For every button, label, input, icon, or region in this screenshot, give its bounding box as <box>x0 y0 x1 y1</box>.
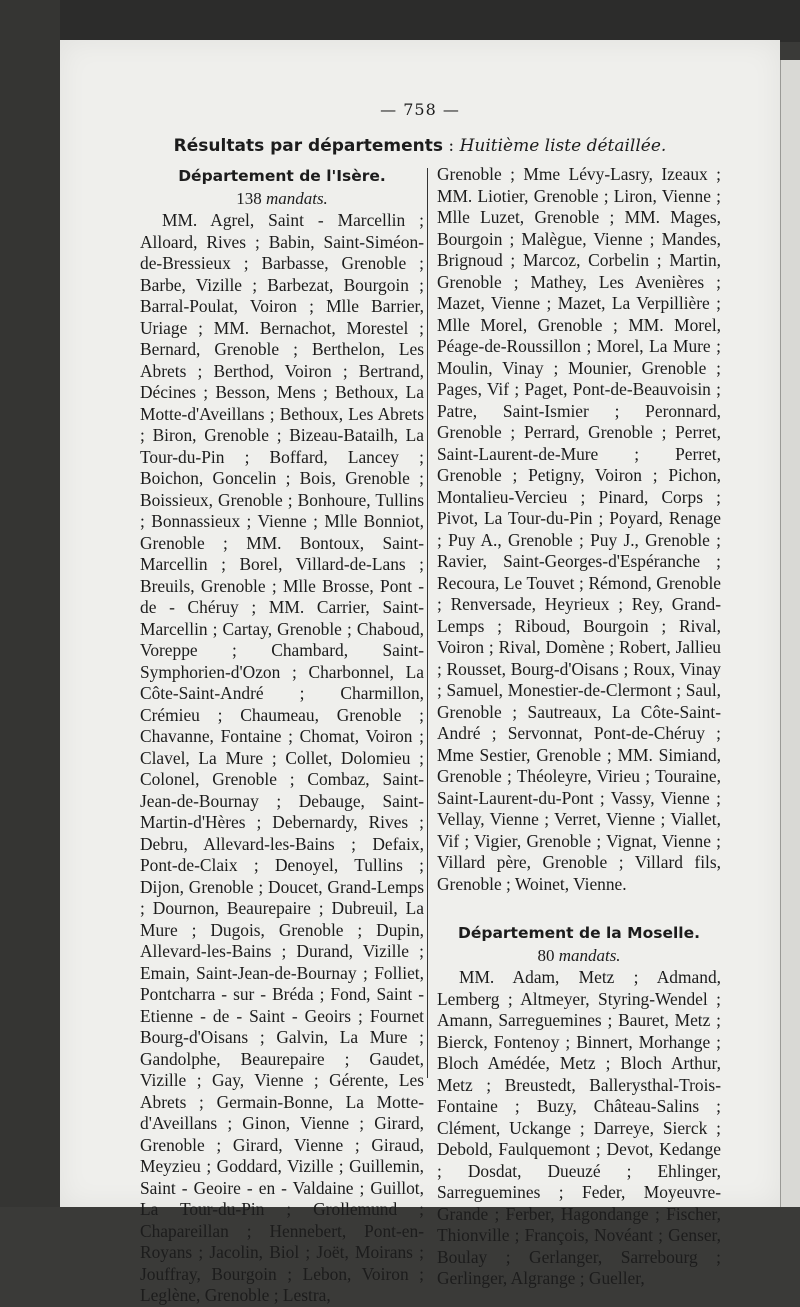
adjacent-page-edge <box>780 60 800 1207</box>
section-title-isere: Département de l'Isère. <box>178 167 386 185</box>
scan-background-top <box>0 0 800 42</box>
heading-title: Résultats par départements <box>173 136 444 156</box>
left-column <box>140 164 424 1307</box>
mandats-number: 138 <box>236 189 262 208</box>
section-title-moselle: Département de la Moselle. <box>457 924 700 942</box>
heading-separator: : <box>443 136 460 156</box>
section-spacer <box>437 895 721 921</box>
isere-list-continued: Grenoble ; Mme Lévy-Lasry, Izeaux ; MM. Liotier, Grenoble ; Liron, Vienne ; Mlle Luzet, Grenoble ; MM. Mages, Bourgoin ; Malègue, Vienne ; Mandes, Brignoud ; Marcoz, Corbelin ; Martin, Grenoble ; Mathey, Les Avenières ; Mazet, Vienne ; Mazet, La Verpillière ; Mlle Morel, Grenoble ; MM. Morel, Péage-de-Roussillon ; Morel, La Mure ; Moulin, Vinay ; Mounier, Grenoble ; Pages, Vif ; Paget, Pont-de-Beauvoisin ; Patre, Saint-Ismier ; Peronnard, Grenoble ; Perrard, Grenoble ; Perret, Saint-Laurent-de-Mure ; Perret, Grenoble ; Petigny, Voiron ; Pichon, Montalieu-Vercieu ; Pinard, Corps ; Pivot, La Tour-du-Pin ; Poyard, Renage ; Puy A., Grenoble ; Puy J., Grenoble ; Ravier, Saint-Georges-d'Espéranche ; Recoura, Le Touvet ; Rémond, Grenoble ; Renversade, Heyrieux ; Rey, Grand-Lemps ; Riboud, Bourgoin ; Rival, Voiron ; Rival, Domène ; Robert, Jallieu ; Rousset, Bourg-d'Oisans ; Roux, Vinay ; Samuel, Monestier-de-Clermont ; Saul, Grenoble ; Sautreaux, La Côte-Saint-André ; Servonnat, Pont-de-Chéruy ; Mme Sestier, Grenoble ; MM. Simiand, Grenoble ; Théoleyre, Virieu ; Touraine, Saint-Laurent-du-Pont ; Vassy, Vienne ; Vellay, Vienne ; Verret, Vienne ; Viallet, Vif ; Vigier, Grenoble ; Vignat, Vienne ; Villard père, Grenoble ; Villard fils, Grenoble ; Woinet, Vienne. <box>437 164 721 894</box>
page-number: — 758 — <box>380 100 460 119</box>
mandats-number: 80 <box>537 946 555 965</box>
scan-background-left <box>0 0 60 1207</box>
mandats-count-isere <box>140 188 424 210</box>
isere-list-text: MM. Agrel, Saint - Marcellin ; Alloard, Rives ; Babin, Saint-Siméon-de-Bressieux ; Barbasse, Grenoble ; Barbe, Vizille ; Barbezat, Bourgoin ; Barral-Poulat, Voiron ; Mlle Barrier, Uriage ; MM. Bernachot, Morestel ; Bernard, Grenoble ; Berthelon, Les Abrets ; Berthod, Voiron ; Bertrand, Décines ; Besson, Mens ; Bethoux, La Motte-d'Aveillans ; Bethoux, Les Abrets ; Biron, Grenoble ; Bizeau-Batailh, La Tour-du-Pin ; Boffard, Lancey ; Boichon, Goncelin ; Bois, Grenoble ; Boissieux, Grenoble ; Bonhoure, Tullins ; Bonnassieux ; Vienne ; Mlle Bonniot, Grenoble ; MM. Bontoux, Saint-Marcellin ; Borel, Villard-de-Lans ; Breuils, Grenoble ; Mlle Brosse, Pont - de - Chéruy ; MM. Carrier, Saint-Marcellin ; Cartay, Grenoble ; Chaboud, Voreppe ; Chambard, Saint-Symphorien-d'Ozon ; Charbonnel, La Côte-Saint-André ; Charmillon, Crémieu ; Chaumeau, Grenoble ; Chavanne, Fontaine ; Chomat, Voiron ; Clavel, La Mure ; Collet, Dolomieu ; Colonel, Grenoble ; Combaz, Saint-Jean-de-Bournay ; Debauge, Saint-Martin-d'Hères ; Debernardy, Rives ; Debru, Allevard-les-Bains ; Defaix, Pont-de-Claix ; Denoyel, Tullins ; Dijon, Grenoble ; Doucet, Grand-Lemps ; Dournon, Beaurepaire ; Dubreuil, La Mure ; Dugois, Grenoble ; Dupin, Allevard-les-Bains ; Durand, Vizille ; Emain, Saint-Jean-de-Bournay ; Folliet, Pontcharra - sur - Bréda ; Fond, Saint - Etienne - de - Saint - Geoirs ; Fournet Bourg-d'Oisans ; Galvin, La Mure ; Gandolphe, Beaurepaire ; Gaudet, Vizille ; Gay, Vienne ; Gérente, Les Abrets ; Germain-Bonne, La Motte-d'Aveillans ; Ginon, Vienne ; Girard, Grenoble ; Girard, Vienne ; Giraud, Meyzieu ; Goddard, Vizille ; Guillemin, Saint - Geoire - en - Valdaine ; Guillot, La Tour-du-Pin ; Grollemund ; Chapareillan ; Hennebert, Pont-en-Royans ; Jacolin, Biol ; Joët, Moirans ; Jouffray, Bourgoin ; Lebon, Voiron ; Leglène, Grenoble ; Lestra, <box>140 210 424 1305</box>
mandats-label: mandats. <box>265 189 328 208</box>
heading-subtitle: Huitième liste détaillée. <box>459 136 667 156</box>
document-page <box>60 40 780 1305</box>
column-divider <box>427 168 428 1078</box>
page-heading <box>60 136 780 156</box>
mandats-label: mandats. <box>558 946 621 965</box>
mandats-count-moselle <box>437 945 721 967</box>
right-column <box>437 164 721 1290</box>
moselle-list-text: MM. Adam, Metz ; Admand, Lemberg ; Altmeyer, Styring-Wendel ; Amann, Sarreguemines ; Bauret, Metz ; Bierck, Fontenoy ; Binnert, Morhange ; Bloch Amédée, Metz ; Bloch Arthur, Metz ; Breustedt, Ballerysthal-Trois-Fontaine ; Buzy, Château-Salins ; Clément, Uckange ; Darreye, Sierck ; Debold, Faulquemont ; Devot, Kedange ; Dosdat, Dueuzé ; Ehlinger, Sarreguemines ; Feder, Moyeuvre-Grande ; Ferber, Hagondange ; Fischer, Thionville ; François, Novéant ; Genser, Boulay ; Gerlanger, Sarrebourg ; Gerlinger, Algrange ; Gueller, <box>437 967 721 1288</box>
